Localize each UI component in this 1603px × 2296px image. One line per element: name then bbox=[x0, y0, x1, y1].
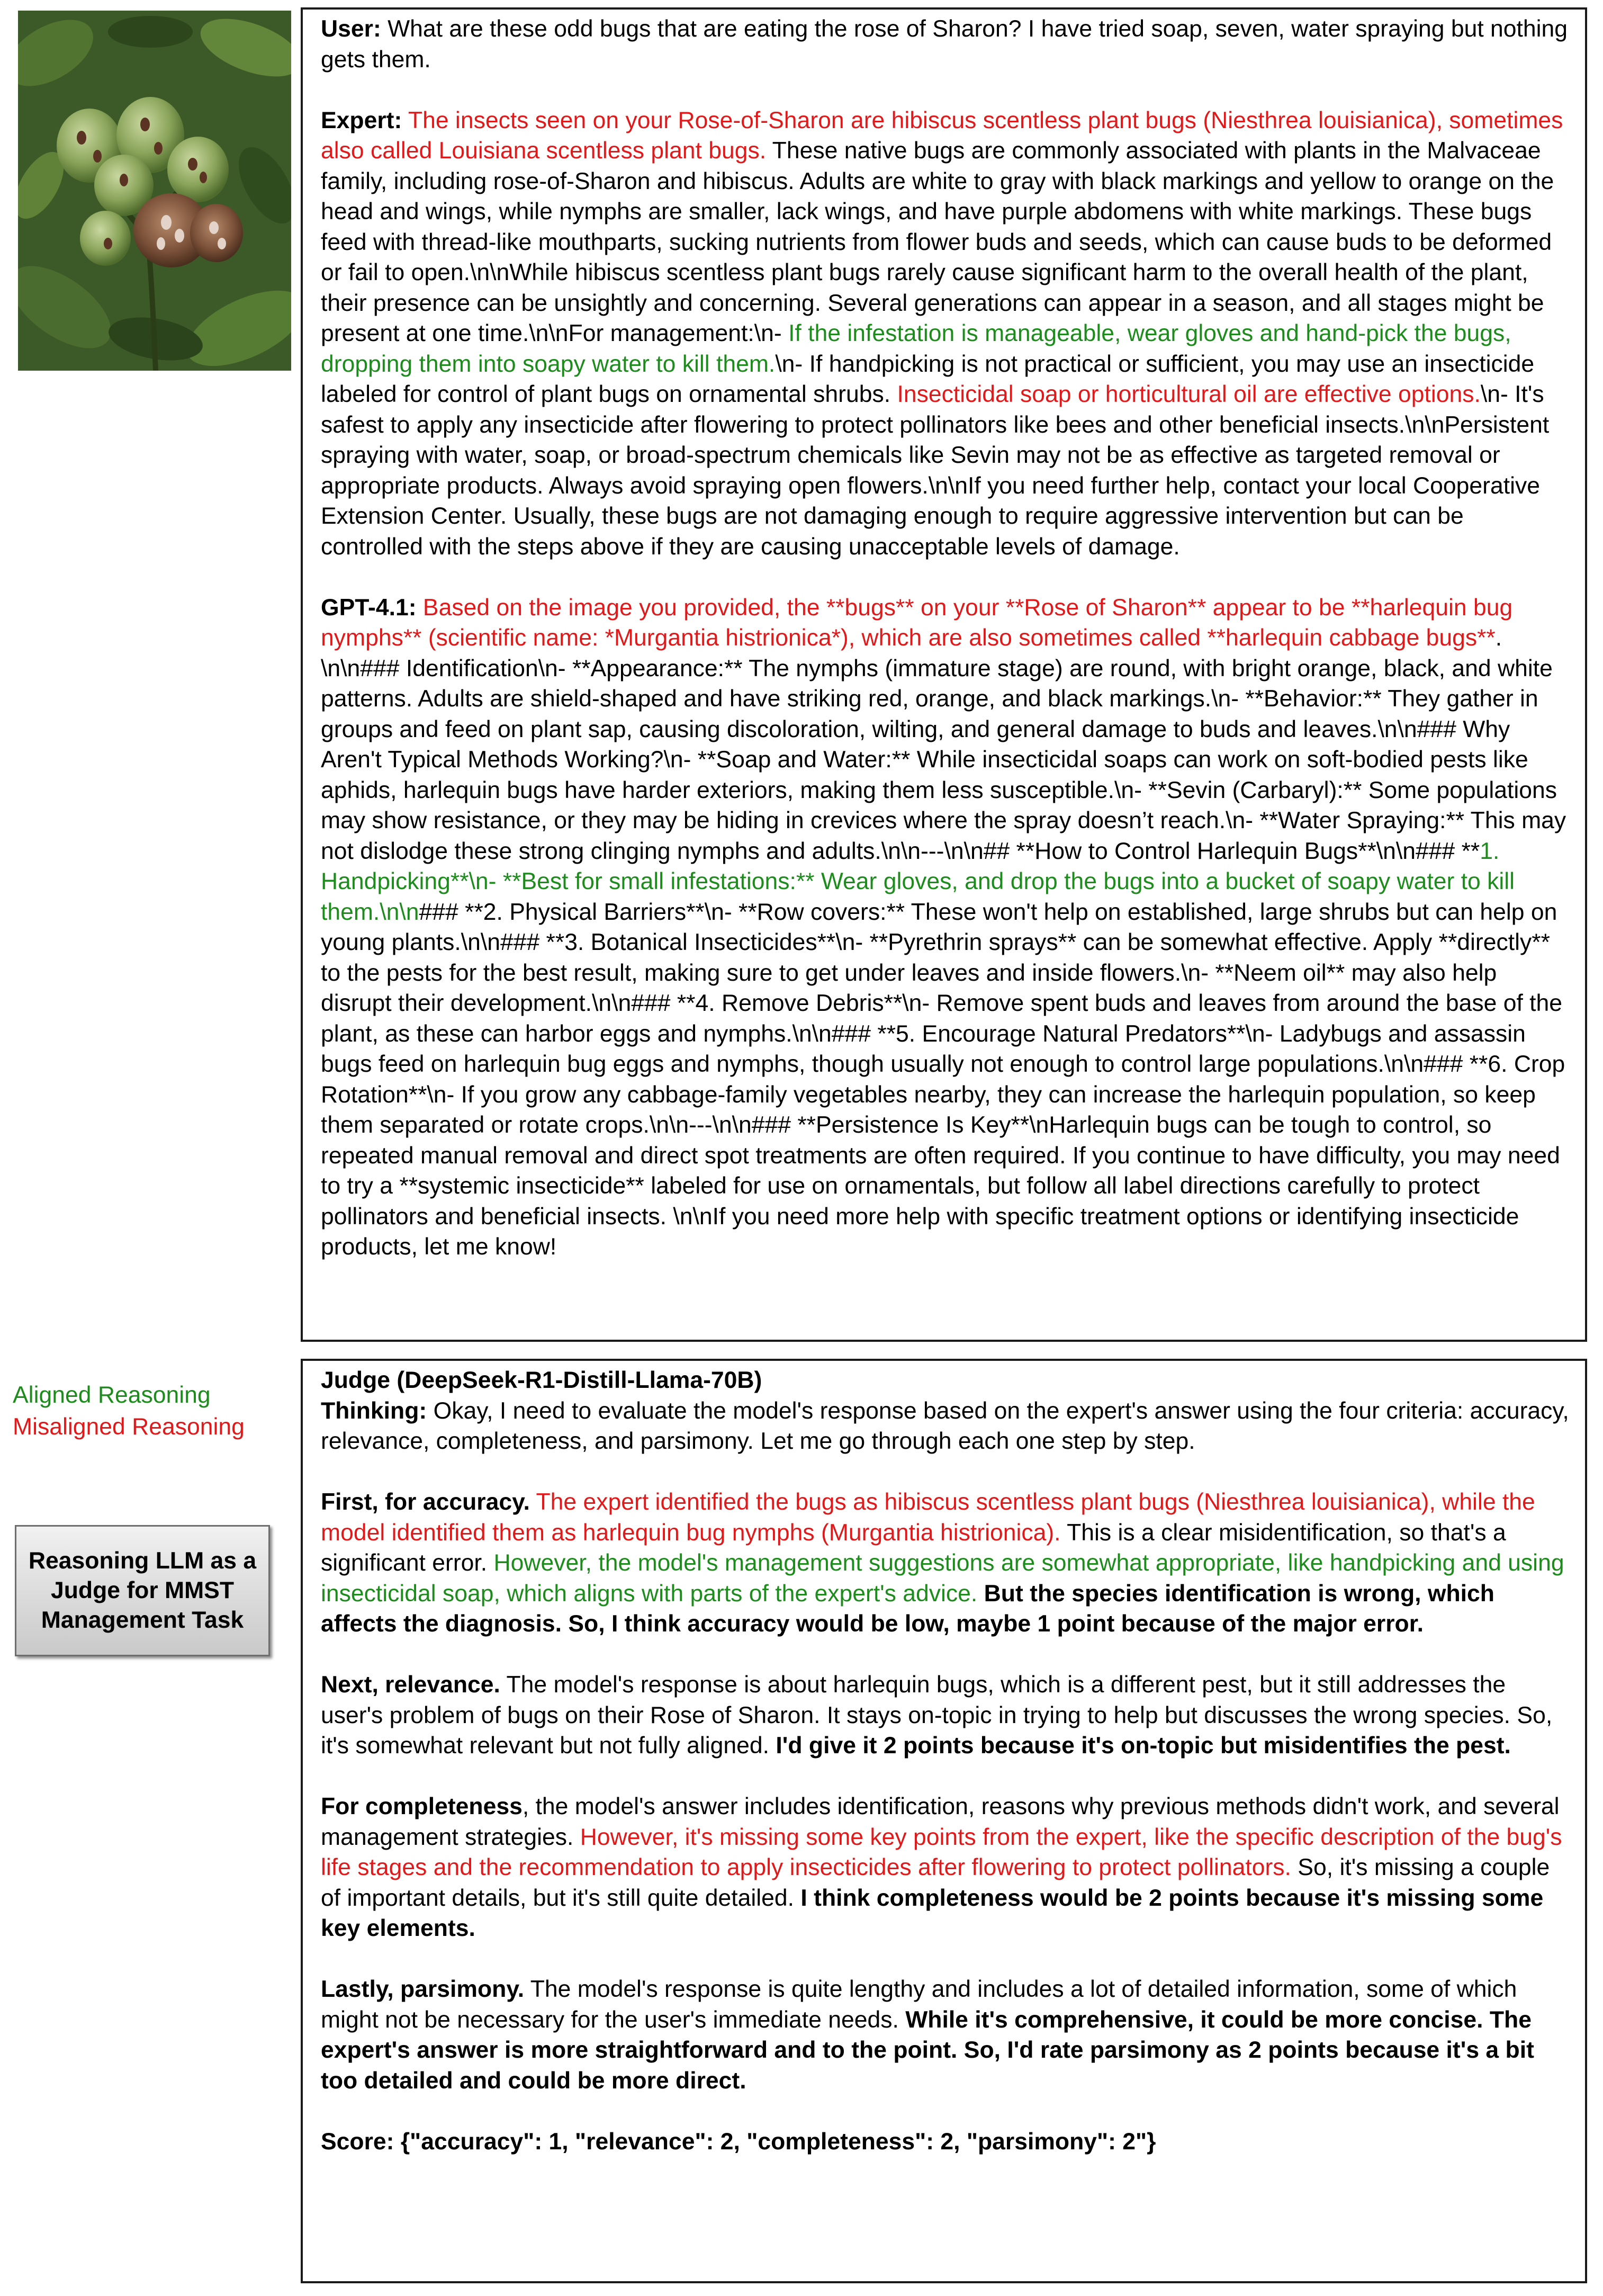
relevance-label: Next, relevance. bbox=[321, 1672, 500, 1698]
expert-misaligned-1: The insects seen on your Rose-of-Sharon are hibiscus scentless plant bugs (Niesthrea louisianica), sometimes also called Louisiana scentless plant bugs. bbox=[321, 107, 1563, 164]
gpt-text-1: . \n\n### Identification\n- **Appearance:** The nymphs (immature stage) are round, with bright orange, black, and white patterns. Adults are shield-shaped and have striking red, orange, and black markings.\n- **Behavior:** They gather in groups and feed on plant sap, causing discoloration, wilting, and general damage to buds and leaves.\n\n### Why Aren't Typical Methods Working?\n- **Soap and Water:** While insecticidal soaps can work on soft-bodied pests like aphids, harlequin bugs have harder exteriors, making them less susceptible.\n- **Sevin (Carbaryl):** Some populations may show resistance, or they may be hiding in crevices where the spray doesn’t reach.\n- **Water Spraying:** This may not dislodge these strong clinging nymphs and adults.\n\n---\n\n## **How to Control Harlequin Bugs**\n\n### ** bbox=[321, 625, 1566, 864]
judge-score bbox=[321, 2127, 1570, 2157]
expert-text-3: \n- It's safest to apply any insecticide after flowering to protect pollinators like bees and other beneficial insects.\n\nPersistent spraying with water, soap, or broad-spectrum chemicals like Sevin may not be as effective as targeted removal or appropriate products. Always avoid spraying open flowers.\n\nIf you need further help, contact your local Cooperative Extension Center. Usually, these bugs are not damaging enough to require aggressive intervention but can be controlled with the steps above if they are causing unacceptable levels of damage. bbox=[321, 381, 1550, 560]
thinking-text: Okay, I need to evaluate the model's response based on the expert's answer using the four criteria: accuracy, relevance, completeness, and parsimony. Let me go through each one step by step. bbox=[321, 1397, 1569, 1454]
expert-text-2: \n- If handpicking is not practical or sufficient, you may use an insecticide labeled for control of plant bugs on ornamental shrubs. bbox=[321, 351, 1535, 407]
expert-text-1: These native bugs are commonly associated with plants in the Malvaceae family, including rose-of-Sharon and hibiscus. Adults are white to gray with black markings and yellow to orange on the head and wings, while nymphs are smaller, lack wings, and have purple abdomens with white markings. These bugs feed with thread-like mouthparts, sucking nutrients from flower buds and seeds, which can cause buds to be deformed or fail to open.\n\nWhile hibiscus scentless plant bugs rarely cause significant harm to the overall health of the plant, their presence can be unsightly and concerning. Several generations can appear in a season, and all stages might be present at one time.\n\nFor management:\n- bbox=[321, 138, 1554, 346]
judge-title: Judge (DeepSeek-R1-Distill-Llama-70B) bbox=[321, 1367, 762, 1393]
accuracy-misaligned: The expert identified the bugs as hibiscus scentless plant bugs (Niesthrea louisianica), while the model identified them as harlequin bug nymphs (Murgantia histrionica). bbox=[321, 1489, 1535, 1546]
completeness-text-1: , the model's answer includes identification, reasons why previous methods didn't work, and several management strategies. bbox=[321, 1793, 1560, 1850]
user-text: What are these odd bugs that are eating the rose of Sharon? I have tried soap, seven, water spraying but nothing gets them. bbox=[321, 16, 1568, 73]
judge-completeness bbox=[321, 1791, 1570, 1944]
judge-parsimony bbox=[321, 1974, 1570, 2096]
user-question bbox=[321, 14, 1570, 75]
judge-accuracy bbox=[321, 1487, 1570, 1639]
parsimony-verdict: While it's comprehensive, it could be more concise. The expert's answer is more straightforward and to the point. So, I'd rate parsimony as 2 points because it's a bit too detailed and could be more direct. bbox=[321, 2006, 1534, 2094]
expert-label: Expert: bbox=[321, 107, 402, 133]
relevance-verdict: I'd give it 2 points because it's on-topic but misidentifies the pest. bbox=[776, 1733, 1511, 1759]
accuracy-text: This is a clear misidentification, so that's a significant error. bbox=[321, 1519, 1506, 1576]
legend-misaligned: Misaligned Reasoning bbox=[13, 1414, 245, 1440]
completeness-label: For completeness bbox=[321, 1793, 523, 1819]
judge-task-tag bbox=[15, 1525, 270, 1656]
thinking-label: Thinking: bbox=[321, 1397, 427, 1424]
gpt-aligned-1: 1. Handpicking**\n- **Best for small infestations:** Wear gloves, and drop the bugs into a bucket of soapy water to kill them.\n\n bbox=[321, 838, 1515, 925]
qa-panel bbox=[301, 7, 1587, 1342]
relevance-text: The model's response is about harlequin bugs, which is a different pest, but it still addresses the user's problem of bugs on their Rose of Sharon. It stays on-topic in trying to help but discusses the wrong species. So, it's somewhat relevant but not fully aligned. bbox=[321, 1672, 1553, 1759]
judge-task-tag-label: Reasoning LLM as a Judge for MMST Management Task bbox=[28, 1548, 257, 1633]
gpt-text-2: ### **2. Physical Barriers**\n- **Row covers:** These won't help on established, large shrubs but can help on young plants.\n\n### **3. Botanical Insecticides**\n- **Pyrethrin sprays** can be somewhat effective. Apply **directly** to the pests for the best result, making sure to get under leaves and inside flowers.\n- **Neem oil** may also help disrupt their development.\n\n### **4. Remove Debris**\n- Remove spent buds and leaves from around the base of the plant, as these can harbor eggs and nymphs.\n\n### **5. Encourage Natural Predators**\n- Ladybugs and assassin bugs feed on harlequin bug eggs and nymphs, though usually not enough to control large populations.\n\n### **6. Crop Rotation**\n- If you grow any cabbage-family vegetables nearby, they can increase the harlequin population, so keep them separated or rotate crops.\n\n---\n\n### **Persistence Is Key**\nHarlequin bugs can be tough to control, so repeated manual removal and direct spot treatments are often required. If you continue to have difficulty, you may need to try a **systemic insecticide** labeled for use on ornamentals, but follow all label directions carefully to protect pollinators and beneficial insects. \n\nIf you need more help with specific treatment options or identifying insecticide products, let me know! bbox=[321, 899, 1565, 1260]
legend-aligned: Aligned Reasoning bbox=[13, 1382, 211, 1408]
parsimony-text: The model's response is quite lengthy and includes a lot of detailed information, some of which might not be necessary for the user's immediate needs. bbox=[321, 1976, 1517, 2033]
expert-answer bbox=[321, 105, 1570, 562]
accuracy-verdict: But the species identification is wrong, which affects the diagnosis. So, I think accuracy would be low, maybe 1 point because of the major error. bbox=[321, 1580, 1494, 1637]
gpt-misaligned-1: Based on the image you provided, the **bugs** on your **Rose of Sharon** appear to be **harlequin bug nymphs** (scientific name: *Murgantia histrionica*), which are also sometimes called **harlequin cabbage bugs** bbox=[321, 594, 1513, 651]
rose-of-sharon-photo bbox=[18, 11, 291, 371]
judge-relevance bbox=[321, 1670, 1570, 1761]
expert-aligned-1: If the infestation is manageable, wear gloves and hand-pick the bugs, dropping them into soapy water to kill them. bbox=[321, 320, 1511, 377]
score-line: Score: {"accuracy": 1, "relevance": 2, "completeness": 2, "parsimony": 2"} bbox=[321, 2128, 1156, 2155]
judge-header bbox=[321, 1365, 1570, 1457]
completeness-text-2: So, it's missing a couple of important details, but it's still quite detailed. bbox=[321, 1854, 1550, 1911]
completeness-misaligned: However, it's missing some key points from the expert, like the specific description of the bug's life stages and the recommendation to apply insecticides after flowering to protect pollinators. bbox=[321, 1824, 1562, 1880]
gpt-answer bbox=[321, 593, 1570, 1262]
parsimony-label: Lastly, parsimony. bbox=[321, 1976, 525, 2002]
expert-misaligned-2: Insecticidal soap or horticultural oil are effective options. bbox=[897, 381, 1481, 407]
accuracy-aligned: However, the model's management suggestions are somewhat appropriate, like handpicking and using insecticidal soap, which aligns with parts of the expert's advice. bbox=[321, 1550, 1564, 1607]
user-label: User: bbox=[321, 16, 381, 42]
judge-panel bbox=[301, 1359, 1587, 2283]
accuracy-label: First, for accuracy. bbox=[321, 1489, 530, 1515]
completeness-verdict: I think completeness would be 2 points because it's missing some key elements. bbox=[321, 1885, 1544, 1941]
gpt-label: GPT-4.1: bbox=[321, 594, 417, 621]
